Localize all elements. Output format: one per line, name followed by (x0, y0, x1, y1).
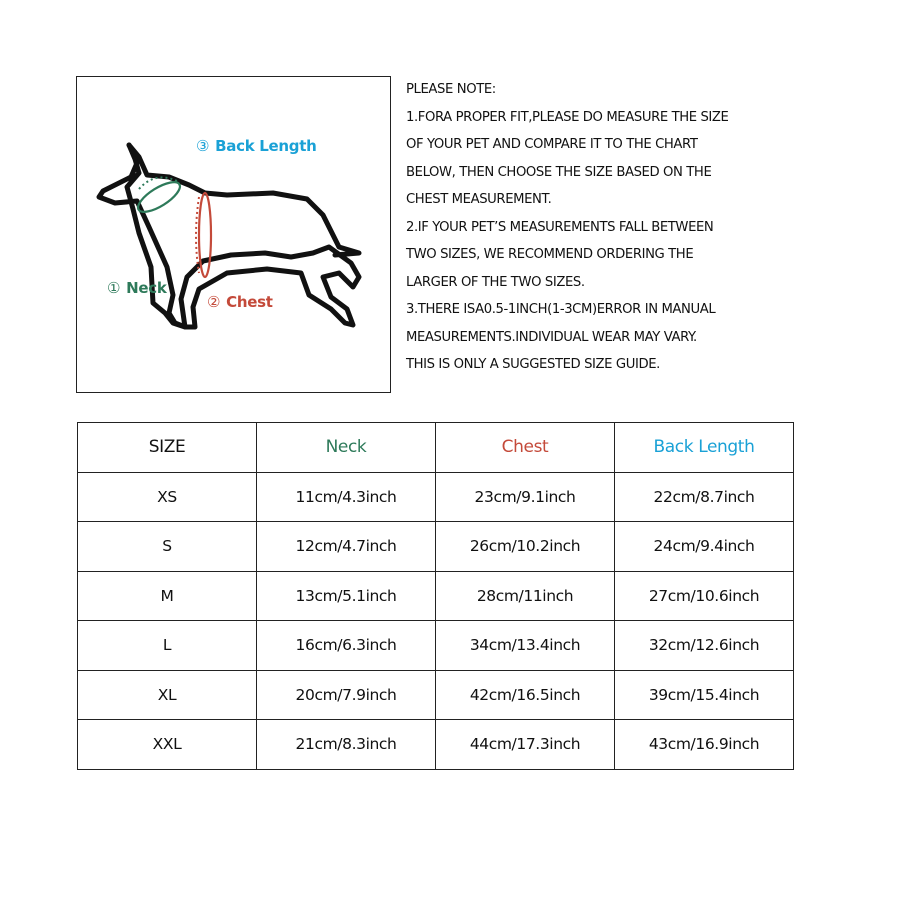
cell-chest: 34cm/13.4inch (436, 621, 615, 671)
header-neck: Neck (257, 423, 436, 473)
table-row (78, 621, 794, 671)
table-header-row (78, 423, 794, 473)
table-row (78, 720, 794, 770)
cell-back-length: 27cm/10.6inch (615, 571, 794, 621)
table-row (78, 472, 794, 522)
header-back-length: Back Length (615, 423, 794, 473)
note-line: TWO SIZES, WE RECOMMEND ORDERING THE (406, 247, 694, 262)
dog-silhouette-icon (77, 77, 392, 394)
note-line: CHEST MEASUREMENT. (406, 192, 552, 207)
cell-back-length: 24cm/9.4inch (615, 522, 794, 572)
dog-measurement-diagram (76, 76, 391, 393)
table-row (78, 670, 794, 720)
cell-size: XXL (78, 720, 257, 770)
cell-back-length: 32cm/12.6inch (615, 621, 794, 671)
note-line: OF YOUR PET AND COMPARE IT TO THE CHART (406, 137, 698, 152)
table-row (78, 571, 794, 621)
cell-size: M (78, 571, 257, 621)
note-line: THIS IS ONLY A SUGGESTED SIZE GUIDE. (406, 357, 660, 372)
size-chart-table (77, 422, 794, 770)
back-length-label: ③ Back Length (196, 137, 317, 155)
note-line: 2.IF YOUR PET’S MEASUREMENTS FALL BETWEEN (406, 219, 714, 235)
cell-chest: 23cm/9.1inch (436, 472, 615, 522)
note-line: BELOW, THEN CHOOSE THE SIZE BASED ON THE (406, 164, 712, 180)
note-line: MEASUREMENTS.INDIVIDUAL WEAR MAY VARY. (406, 329, 697, 345)
note-line: LARGER OF THE TWO SIZES. (406, 274, 585, 290)
cell-size: XL (78, 670, 257, 720)
cell-chest: 42cm/16.5inch (436, 670, 615, 720)
table-row (78, 522, 794, 572)
cell-neck: 16cm/6.3inch (257, 621, 436, 671)
cell-back-length: 22cm/8.7inch (615, 472, 794, 522)
cell-neck: 11cm/4.3inch (257, 472, 436, 522)
note-line: 1.FORA PROPER FIT,PLEASE DO MEASURE THE SIZE (406, 109, 729, 125)
cell-neck: 13cm/5.1inch (257, 571, 436, 621)
cell-neck: 12cm/4.7inch (257, 522, 436, 572)
cell-size: XS (78, 472, 257, 522)
cell-size: S (78, 522, 257, 572)
header-chest: Chest (436, 423, 615, 473)
cell-chest: 26cm/10.2inch (436, 522, 615, 572)
cell-neck: 21cm/8.3inch (257, 720, 436, 770)
cell-size: L (78, 621, 257, 671)
note-line: PLEASE NOTE: (406, 82, 496, 97)
cell-neck: 20cm/7.9inch (257, 670, 436, 720)
cell-back-length: 43cm/16.9inch (615, 720, 794, 770)
cell-chest: 28cm/11inch (436, 571, 615, 621)
cell-chest: 44cm/17.3inch (436, 720, 615, 770)
cell-back-length: 39cm/15.4inch (615, 670, 794, 720)
header-size: SIZE (78, 423, 257, 473)
chest-label: ② Chest (207, 293, 273, 311)
note-line: 3.THERE ISA0.5-1INCH(1-3CM)ERROR IN MANUAL (406, 302, 716, 317)
neck-label: ① Neck (107, 279, 167, 297)
sizing-note (406, 76, 826, 379)
